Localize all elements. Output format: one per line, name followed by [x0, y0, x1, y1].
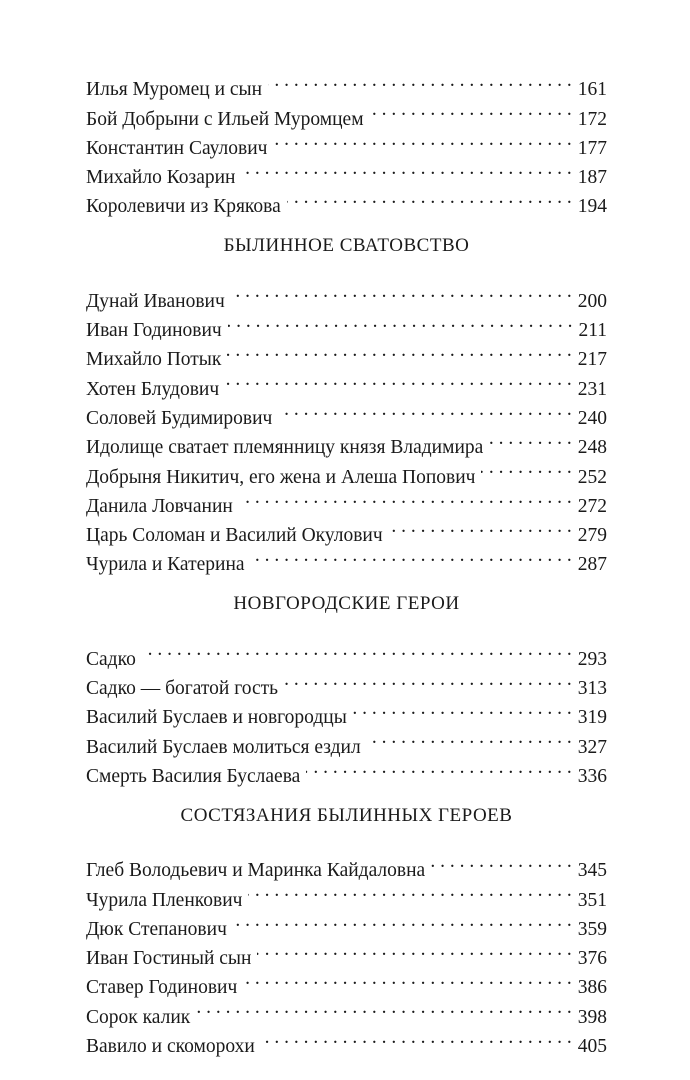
toc-entry-page: 161: [577, 79, 607, 101]
dot-leader: [274, 125, 572, 154]
toc-entry-title: Василий Буслаев молиться ездил: [86, 736, 361, 758]
toc-entry-title: Садко: [86, 648, 136, 670]
toc-entry-page: 240: [577, 407, 607, 429]
toc-entry-title: Хотен Блудович: [86, 378, 220, 400]
toc-entry-page: 200: [577, 290, 607, 312]
toc-entry-title: Царь Соломан и Василий Окулович: [86, 525, 383, 547]
toc-entry-title: Вавило и скоморохи: [86, 1036, 255, 1058]
dot-leader: [389, 512, 572, 541]
toc-entry-page: 211: [578, 320, 607, 342]
dot-leader: [489, 424, 571, 453]
toc-entry-title: Смерть Василия Буслаева: [86, 765, 301, 787]
toc-entry-title: Илья Муромец и сын: [86, 79, 263, 101]
toc-entry-page: 398: [577, 1006, 607, 1028]
dot-leader: [241, 154, 571, 183]
toc-entry-page: 279: [577, 525, 607, 547]
toc-group: [86, 277, 607, 576]
toc-entry-page: 194: [577, 196, 607, 218]
toc-entry-page: 287: [577, 554, 607, 576]
toc-entry-title: Королевичи из Крякова: [86, 196, 281, 218]
toc-entry-title: Константин Саулович: [86, 137, 268, 159]
toc-entry-page: 248: [577, 437, 607, 459]
toc-entry-page: 172: [577, 108, 607, 130]
dot-leader: [257, 935, 571, 964]
toc-entry-title: Иван Гостиный сын: [86, 948, 252, 970]
toc-entry-page: 359: [577, 918, 607, 940]
toc-entry-title: Михайло Козарин: [86, 167, 236, 189]
toc-group: [86, 66, 607, 218]
toc-entry-title: Данила Ловчанин: [86, 495, 233, 517]
toc-entry-title: Садко — богатой гость: [86, 678, 279, 700]
dot-leader: [367, 723, 572, 752]
dot-leader: [196, 993, 571, 1022]
toc-entry[interactable]: [86, 665, 607, 700]
toc-entry-title: Идолище сватает племянницу князя Владимира: [86, 437, 484, 459]
toc-entry-page: 217: [577, 349, 607, 371]
toc-entry-title: Ставер Годинович: [86, 977, 238, 999]
dot-leader: [233, 906, 572, 935]
table-of-contents: [86, 66, 607, 1058]
dot-leader: [284, 665, 572, 694]
toc-entry-page: 187: [577, 167, 607, 189]
toc-entry-title: Бой Добрыни с Ильей Муромцем: [86, 108, 364, 130]
toc-entry-page: 336: [577, 765, 607, 787]
toc-entry[interactable]: [86, 66, 607, 101]
dot-leader: [225, 365, 572, 394]
toc-entry-title: Иван Годинович: [86, 320, 222, 342]
section-heading: НОВГОРОДСКИЕ ГЕРОИ: [233, 593, 460, 615]
dot-leader: [228, 307, 573, 336]
dot-leader: [239, 483, 572, 512]
toc-entry-title: Соловей Будимирович: [86, 407, 273, 429]
dot-leader: [431, 847, 572, 876]
toc-entry-page: 272: [577, 495, 607, 517]
dot-leader: [353, 694, 572, 723]
dot-leader: [306, 753, 571, 782]
dot-leader: [481, 453, 571, 482]
toc-entry-title: Дюк Степанович: [86, 918, 227, 940]
dot-leader: [251, 541, 572, 570]
toc-entry-page: 376: [577, 948, 607, 970]
dot-leader: [243, 964, 571, 993]
toc-entry-title: Сорок калик: [86, 1006, 191, 1028]
toc-entry[interactable]: [86, 847, 607, 882]
toc-entry-page: 405: [577, 1036, 607, 1058]
toc-entry-title: Михайло Потык: [86, 349, 222, 371]
dot-leader: [268, 66, 572, 95]
dot-leader: [278, 395, 571, 424]
toc-group: [86, 635, 607, 787]
toc-entry-title: Глеб Володьевич и Маринка Кайдаловна: [86, 860, 426, 882]
section-heading: БЫЛИННОЕ СВАТОВСТВО: [223, 235, 470, 257]
toc-entry-page: 386: [577, 977, 607, 999]
toc-entry-page: 327: [577, 736, 607, 758]
toc-entry[interactable]: [86, 635, 607, 670]
toc-entry-page: 252: [577, 466, 607, 488]
toc-entry-title: Василий Буслаев и новгородцы: [86, 707, 347, 729]
dot-leader: [287, 183, 572, 212]
toc-entry-page: 319: [577, 707, 607, 729]
toc-entry-page: 293: [577, 648, 607, 670]
section-heading: СОСТЯЗАНИЯ БЫЛИННЫХ ГЕРОЕВ: [180, 804, 513, 826]
dot-leader: [231, 277, 572, 306]
toc-group: [86, 847, 607, 1058]
toc-entry[interactable]: [86, 277, 607, 312]
dot-leader: [227, 336, 571, 365]
dot-leader: [370, 95, 572, 124]
toc-entry-page: 313: [577, 678, 607, 700]
toc-entry-title: Чурила и Катерина: [86, 554, 245, 576]
toc-entry-page: 177: [577, 137, 607, 159]
toc-entry-page: 351: [577, 889, 607, 911]
toc-entry-title: Чурила Пленкович: [86, 889, 243, 911]
dot-leader: [248, 876, 571, 905]
dot-leader: [261, 1023, 572, 1052]
toc-entry-title: Добрыня Никитич, его жена и Алеша Попович: [86, 466, 476, 488]
toc-entry-page: 345: [577, 860, 607, 882]
dot-leader: [142, 635, 572, 664]
toc-entry-page: 231: [577, 378, 607, 400]
toc-entry-title: Дунай Иванович: [86, 290, 225, 312]
